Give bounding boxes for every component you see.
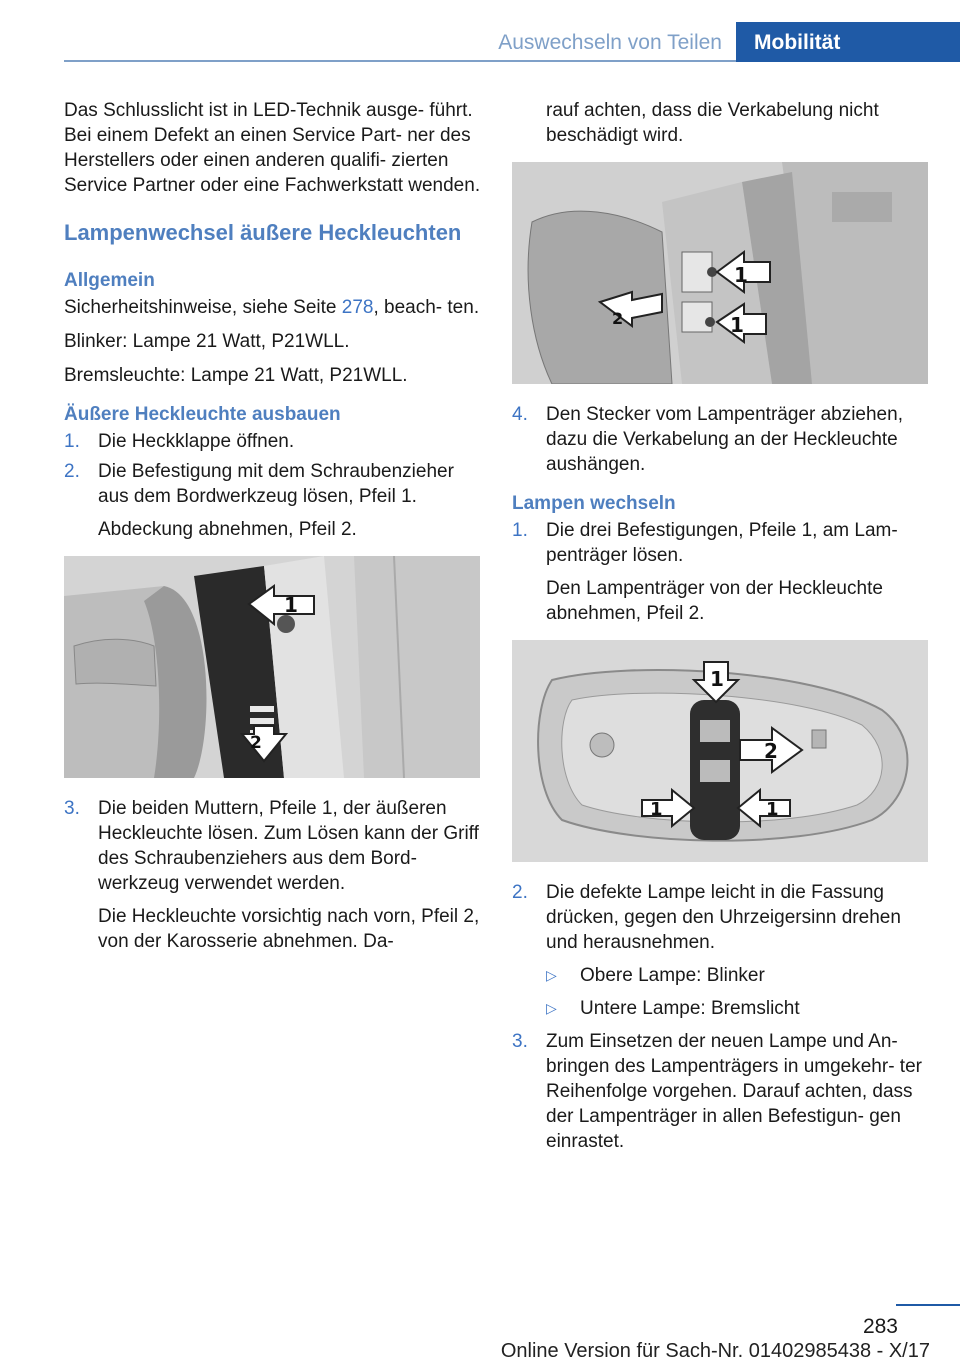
- step-number: 3.: [64, 798, 80, 819]
- figure-label: 1: [766, 799, 779, 820]
- step-subtext: Abdeckung abnehmen, Pfeil 2.: [98, 519, 357, 540]
- step-item: [64, 459, 482, 542]
- change-heading: Lampen wechseln: [512, 493, 676, 514]
- lamp-holder-illustration: [512, 640, 928, 862]
- figure-label: 1: [734, 263, 748, 287]
- figure-label: 1: [710, 667, 724, 691]
- figure-taillight-cover: [64, 556, 480, 778]
- step-number: 2.: [64, 461, 80, 482]
- step-text: Die Heckklappe öffnen.: [98, 431, 295, 452]
- step-item: [64, 796, 482, 954]
- bullet-text: Untere Lampe: Bremslicht: [580, 998, 800, 1019]
- figure-label: 2: [764, 739, 778, 763]
- step-continuation: [512, 98, 930, 148]
- triangle-bullet-icon: ▷: [546, 1000, 557, 1016]
- step-text: Die defekte Lampe leicht in die Fassung drücken, gegen den Uhrzeigersinn drehen und herausnehmen.: [546, 882, 901, 953]
- step-number: 1.: [512, 520, 528, 541]
- section-heading: Lampenwechsel äußere Heckleuchten: [64, 220, 462, 245]
- figure-label: 1: [730, 313, 744, 337]
- figure-label: 2: [612, 309, 624, 328]
- step-item: [512, 880, 930, 1021]
- continuation-text: rauf achten, dass die Verkabelung nicht beschädigt wird.: [546, 100, 879, 146]
- step-item: [512, 1029, 930, 1154]
- step-subtext: Den Lampenträger von der Heckleuchte abnehmen, Pfeil 2.: [546, 578, 883, 624]
- step-item: [64, 429, 482, 454]
- step-text: Die drei Befestigungen, Pfeile 1, am Lam‐ penträger lösen.: [546, 520, 898, 566]
- triangle-bullet-icon: ▷: [546, 967, 557, 983]
- figure-label: 1: [650, 799, 663, 820]
- step-text: Den Stecker vom Lampenträger abziehen, dazu die Verkabelung an der Heckleuchte aushängen.: [546, 404, 903, 475]
- brake-spec: Bremsleuchte: Lampe 21 Watt, P21WLL.: [64, 365, 408, 386]
- online-version-note: Online Version für Sach-Nr. 01402985438 - X/17: [500, 1340, 930, 1362]
- figure-lamp-holder: [512, 640, 928, 862]
- step-text: Zum Einsetzen der neuen Lampe und An‐ bringen des Lampenträgers in umgekehr‐ ter Reihenfolge vorgehen. Darauf achten, dass der Lampenträger in allen Befestigun‐ gen einrastet.: [546, 1031, 922, 1152]
- step-item: [512, 518, 930, 626]
- running-header-section: Auswechseln von Teilen: [498, 31, 722, 54]
- page-reference-link[interactable]: 278: [341, 297, 374, 318]
- left-column: [64, 98, 482, 959]
- running-header-chapter: Mobilität: [736, 22, 960, 62]
- bullet-item: [546, 963, 930, 988]
- step-item: [512, 402, 930, 477]
- step-subtext: Die Heckleuchte vorsichtig nach vorn, Pfeil 2, von der Karosserie abnehmen. Da‐: [98, 906, 480, 952]
- right-column: [512, 98, 930, 1159]
- step-number: 3.: [512, 1031, 528, 1052]
- intro-paragraph: Das Schlusslicht ist in LED-Technik ausge‐ führt. Bei einem Defekt an einen Service Part‐ ner des Herstellers oder einen anderen qualifi‐ zierten Service Partner oder eine Fachwerkstatt wenden.: [64, 100, 481, 196]
- footer-rule: [896, 1304, 960, 1306]
- step-number: 2.: [512, 882, 528, 903]
- remove-heading: Äußere Heckleuchte ausbauen: [64, 404, 341, 425]
- header-rule: [64, 60, 736, 62]
- figure-label: 1: [284, 593, 298, 617]
- page-number: 283: [862, 1315, 898, 1338]
- bullet-item: [546, 996, 930, 1021]
- general-heading: Allgemein: [64, 270, 155, 291]
- safety-note: Sicherheitshinweise, siehe Seite 278, beach‐ ten.: [64, 297, 480, 318]
- figure-label: 2: [250, 733, 262, 753]
- step-text: Die Befestigung mit dem Schraubenzieher aus dem Bordwerkzeug lösen, Pfeil 1.: [98, 461, 454, 507]
- taillight-nuts-illustration: [512, 162, 928, 384]
- step-text: Die beiden Muttern, Pfeile 1, der äußeren Heckleuchte lösen. Zum Lösen kann der Griff des Schraubenziehers aus dem Bord‐ werkzeug verwendet werden.: [98, 798, 479, 894]
- bullet-text: Obere Lampe: Blinker: [580, 965, 765, 986]
- taillight-cover-illustration: [64, 556, 480, 778]
- step-number: 4.: [512, 404, 528, 425]
- figure-taillight-nuts: [512, 162, 928, 384]
- blinker-spec: Blinker: Lampe 21 Watt, P21WLL.: [64, 331, 350, 352]
- step-number: 1.: [64, 431, 80, 452]
